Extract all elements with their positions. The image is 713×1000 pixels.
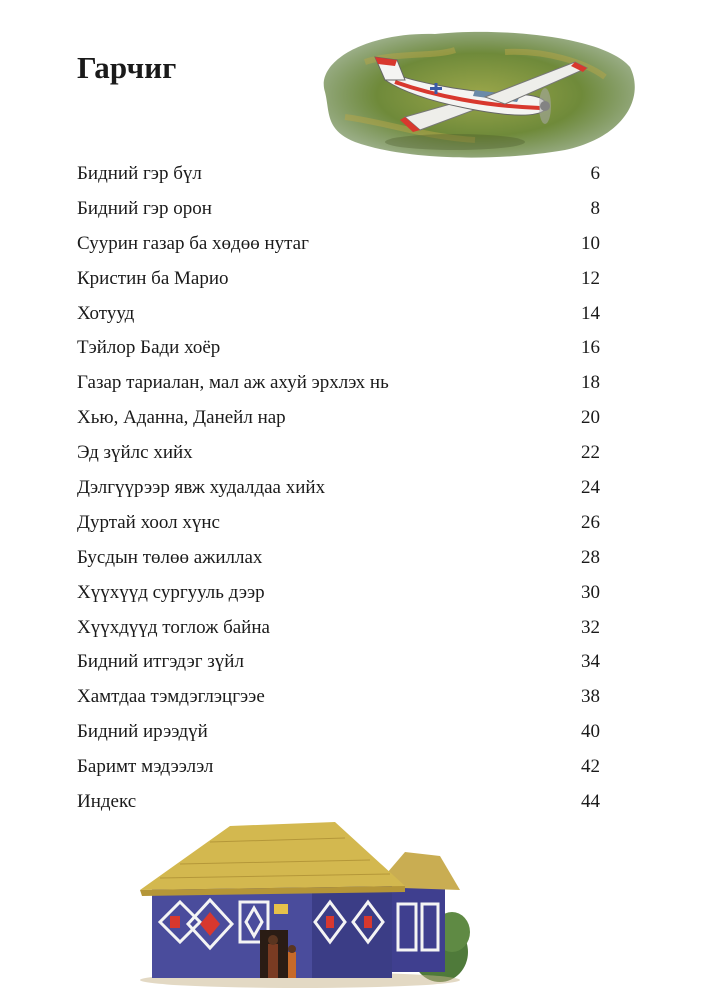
toc-title: Дэлгүүрээр явж худалдаа хийх	[77, 477, 326, 499]
toc-title: Хотууд	[77, 302, 135, 324]
toc-title: Индекс	[77, 791, 137, 813]
toc-row[interactable]	[77, 477, 600, 512]
toc-page-number: 26	[581, 511, 600, 533]
toc-title: Газар тариалан, мал аж ахуй эрхлэх нь	[77, 372, 389, 394]
toc-title: Дуртай хоол хүнс	[77, 511, 220, 533]
toc-title: Бидний гэр орон	[77, 197, 212, 219]
toc-title: Суурин газар ба хөдөө нутаг	[77, 232, 309, 254]
toc-page-number: 28	[581, 546, 600, 568]
toc-row[interactable]	[77, 198, 600, 233]
toc-title: Тэйлор Бади хоёр	[77, 337, 221, 359]
toc-title: Бидний гэр бүл	[77, 163, 202, 184]
toc-row[interactable]	[77, 407, 600, 442]
toc-page-number: 44	[581, 791, 600, 813]
toc-row[interactable]	[77, 442, 600, 477]
toc-row[interactable]	[77, 651, 600, 686]
toc-row[interactable]	[77, 582, 600, 617]
toc-row[interactable]	[77, 617, 600, 652]
toc-row[interactable]	[77, 303, 600, 338]
toc-title: Хамтдаа тэмдэглэцгээе	[77, 686, 265, 708]
toc-title: Эд зүйлс хийх	[77, 442, 193, 464]
toc-page-number: 18	[581, 372, 600, 394]
toc-row[interactable]	[77, 686, 600, 721]
toc-page-number: 32	[581, 616, 600, 638]
toc-row[interactable]	[77, 163, 600, 198]
toc-page-number: 14	[581, 302, 600, 324]
toc-title: Кристин ба Марио	[77, 267, 229, 289]
toc-row[interactable]	[77, 547, 600, 582]
toc-title: Баримт мэдээлэл	[77, 756, 214, 778]
airplane-illustration	[305, 22, 640, 162]
toc-row[interactable]	[77, 233, 600, 268]
toc-page-number: 40	[581, 721, 600, 743]
toc-title: Бидний итгэдэг зүйл	[77, 651, 244, 673]
toc-row[interactable]	[77, 721, 600, 756]
toc-page-number: 34	[581, 651, 600, 673]
toc-row[interactable]	[77, 756, 600, 791]
toc-page-number: 6	[590, 163, 600, 184]
toc-title: Бусдын төлөө ажиллах	[77, 546, 263, 568]
toc-row[interactable]	[77, 512, 600, 547]
toc-page-number: 8	[590, 197, 600, 219]
toc-page-number: 24	[581, 477, 600, 499]
toc-row[interactable]	[77, 372, 600, 407]
toc-page-number: 42	[581, 756, 600, 778]
toc-page-number: 38	[581, 686, 600, 708]
toc-row[interactable]	[77, 337, 600, 372]
toc-title: Хью, Аданна, Данейл нар	[77, 407, 286, 429]
toc-page-number: 30	[581, 581, 600, 603]
toc-page-number: 10	[581, 232, 600, 254]
toc-page-number: 12	[581, 267, 600, 289]
toc-page-number: 16	[581, 337, 600, 359]
page-title: Гарчиг	[77, 50, 177, 85]
table-of-contents	[77, 163, 600, 826]
painted-hut-illustration	[140, 812, 470, 988]
toc-page-number: 20	[581, 407, 600, 429]
toc-row[interactable]	[77, 268, 600, 303]
toc-title: Хүүхүүд сургууль дээр	[77, 581, 265, 603]
toc-title: Бидний ирээдүй	[77, 721, 208, 743]
toc-page-number: 22	[581, 442, 600, 464]
toc-title: Хүүхдүүд тоглож байна	[77, 616, 270, 638]
